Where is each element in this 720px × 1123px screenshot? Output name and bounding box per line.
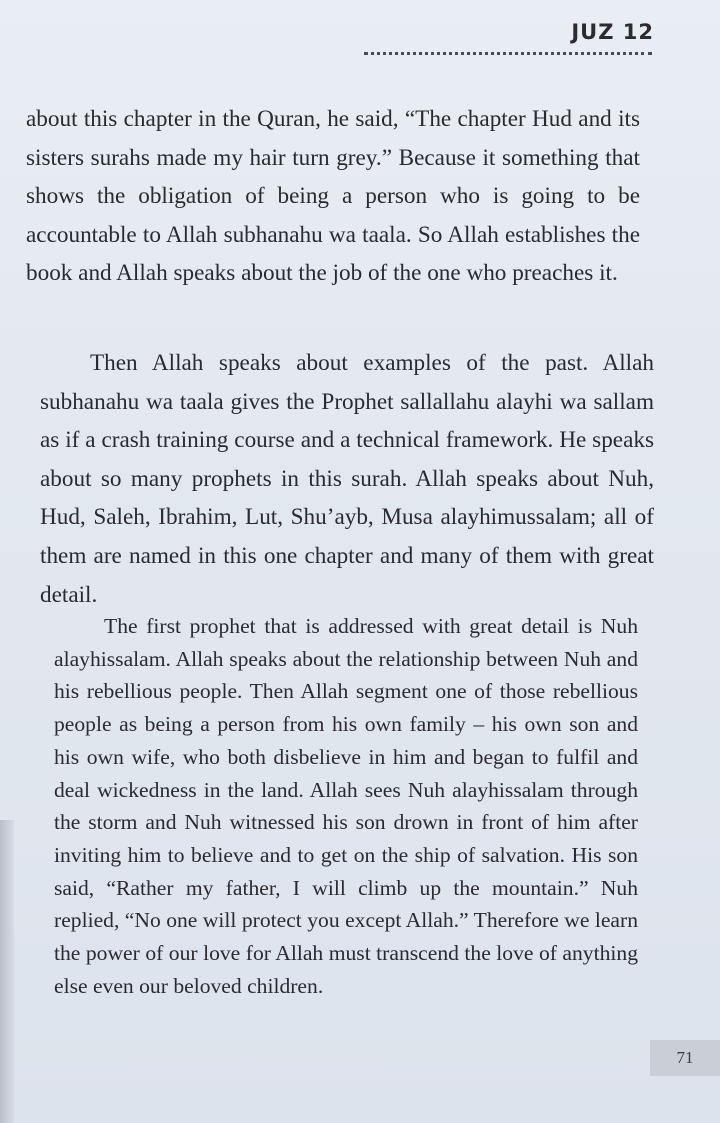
paragraph-2: Then Allah speaks about examples of the past. Allah subhanahu wa taala gives the Prophet sallallahu alayhi wa sallam as if a crash training course and a technical framework. He speaks about so many prophets in this surah. Allah speaks about Nuh, Hud, Saleh, Ibrahim, Lut, Shu’ayb, Musa alayhimussalam; all of them are named in this one chapter and many of them with great detail. [40,350,654,608]
dotted-rule [364,52,652,55]
running-head: JUZ 12 [571,20,654,44]
paragraph-3: The first prophet that is addressed with great detail is Nuh alayhissalam. Allah speaks about the relationship between Nuh and his rebellious people. Then Allah segment one of those rebellious people as being a person from his own family – his own son and his own wife, who both disbelieve in him and began to fulfil and deal wickedness in the land. Allah sees Nuh alayhissalam through the storm and Nuh witnessed his son drown in front of him after inviting him to believe and to get on the ship of salvation. His son said, “Rather my father, I will climb up the mountain.” Nuh replied, “No one will protect you except Allah.” Therefore we learn the power of our love for Allah must transcend the love of anything else even our beloved children. [54,614,638,998]
page-number: 71 [650,1040,720,1076]
paragraph-3-block [54,610,638,1002]
paragraph-1-block [26,100,640,293]
paragraph-1: about this chapter in the Quran, he said, “The chapter Hud and its sisters surahs made my hair turn grey.” Because it something that shows the obligation of being a person who is going to be accountable to Allah subhanahu wa taala. So Allah establishes the book and Allah speaks about the job of the one who preaches it. [26,106,640,287]
paragraph-2-block [40,344,654,614]
page-edge [0,820,14,1123]
